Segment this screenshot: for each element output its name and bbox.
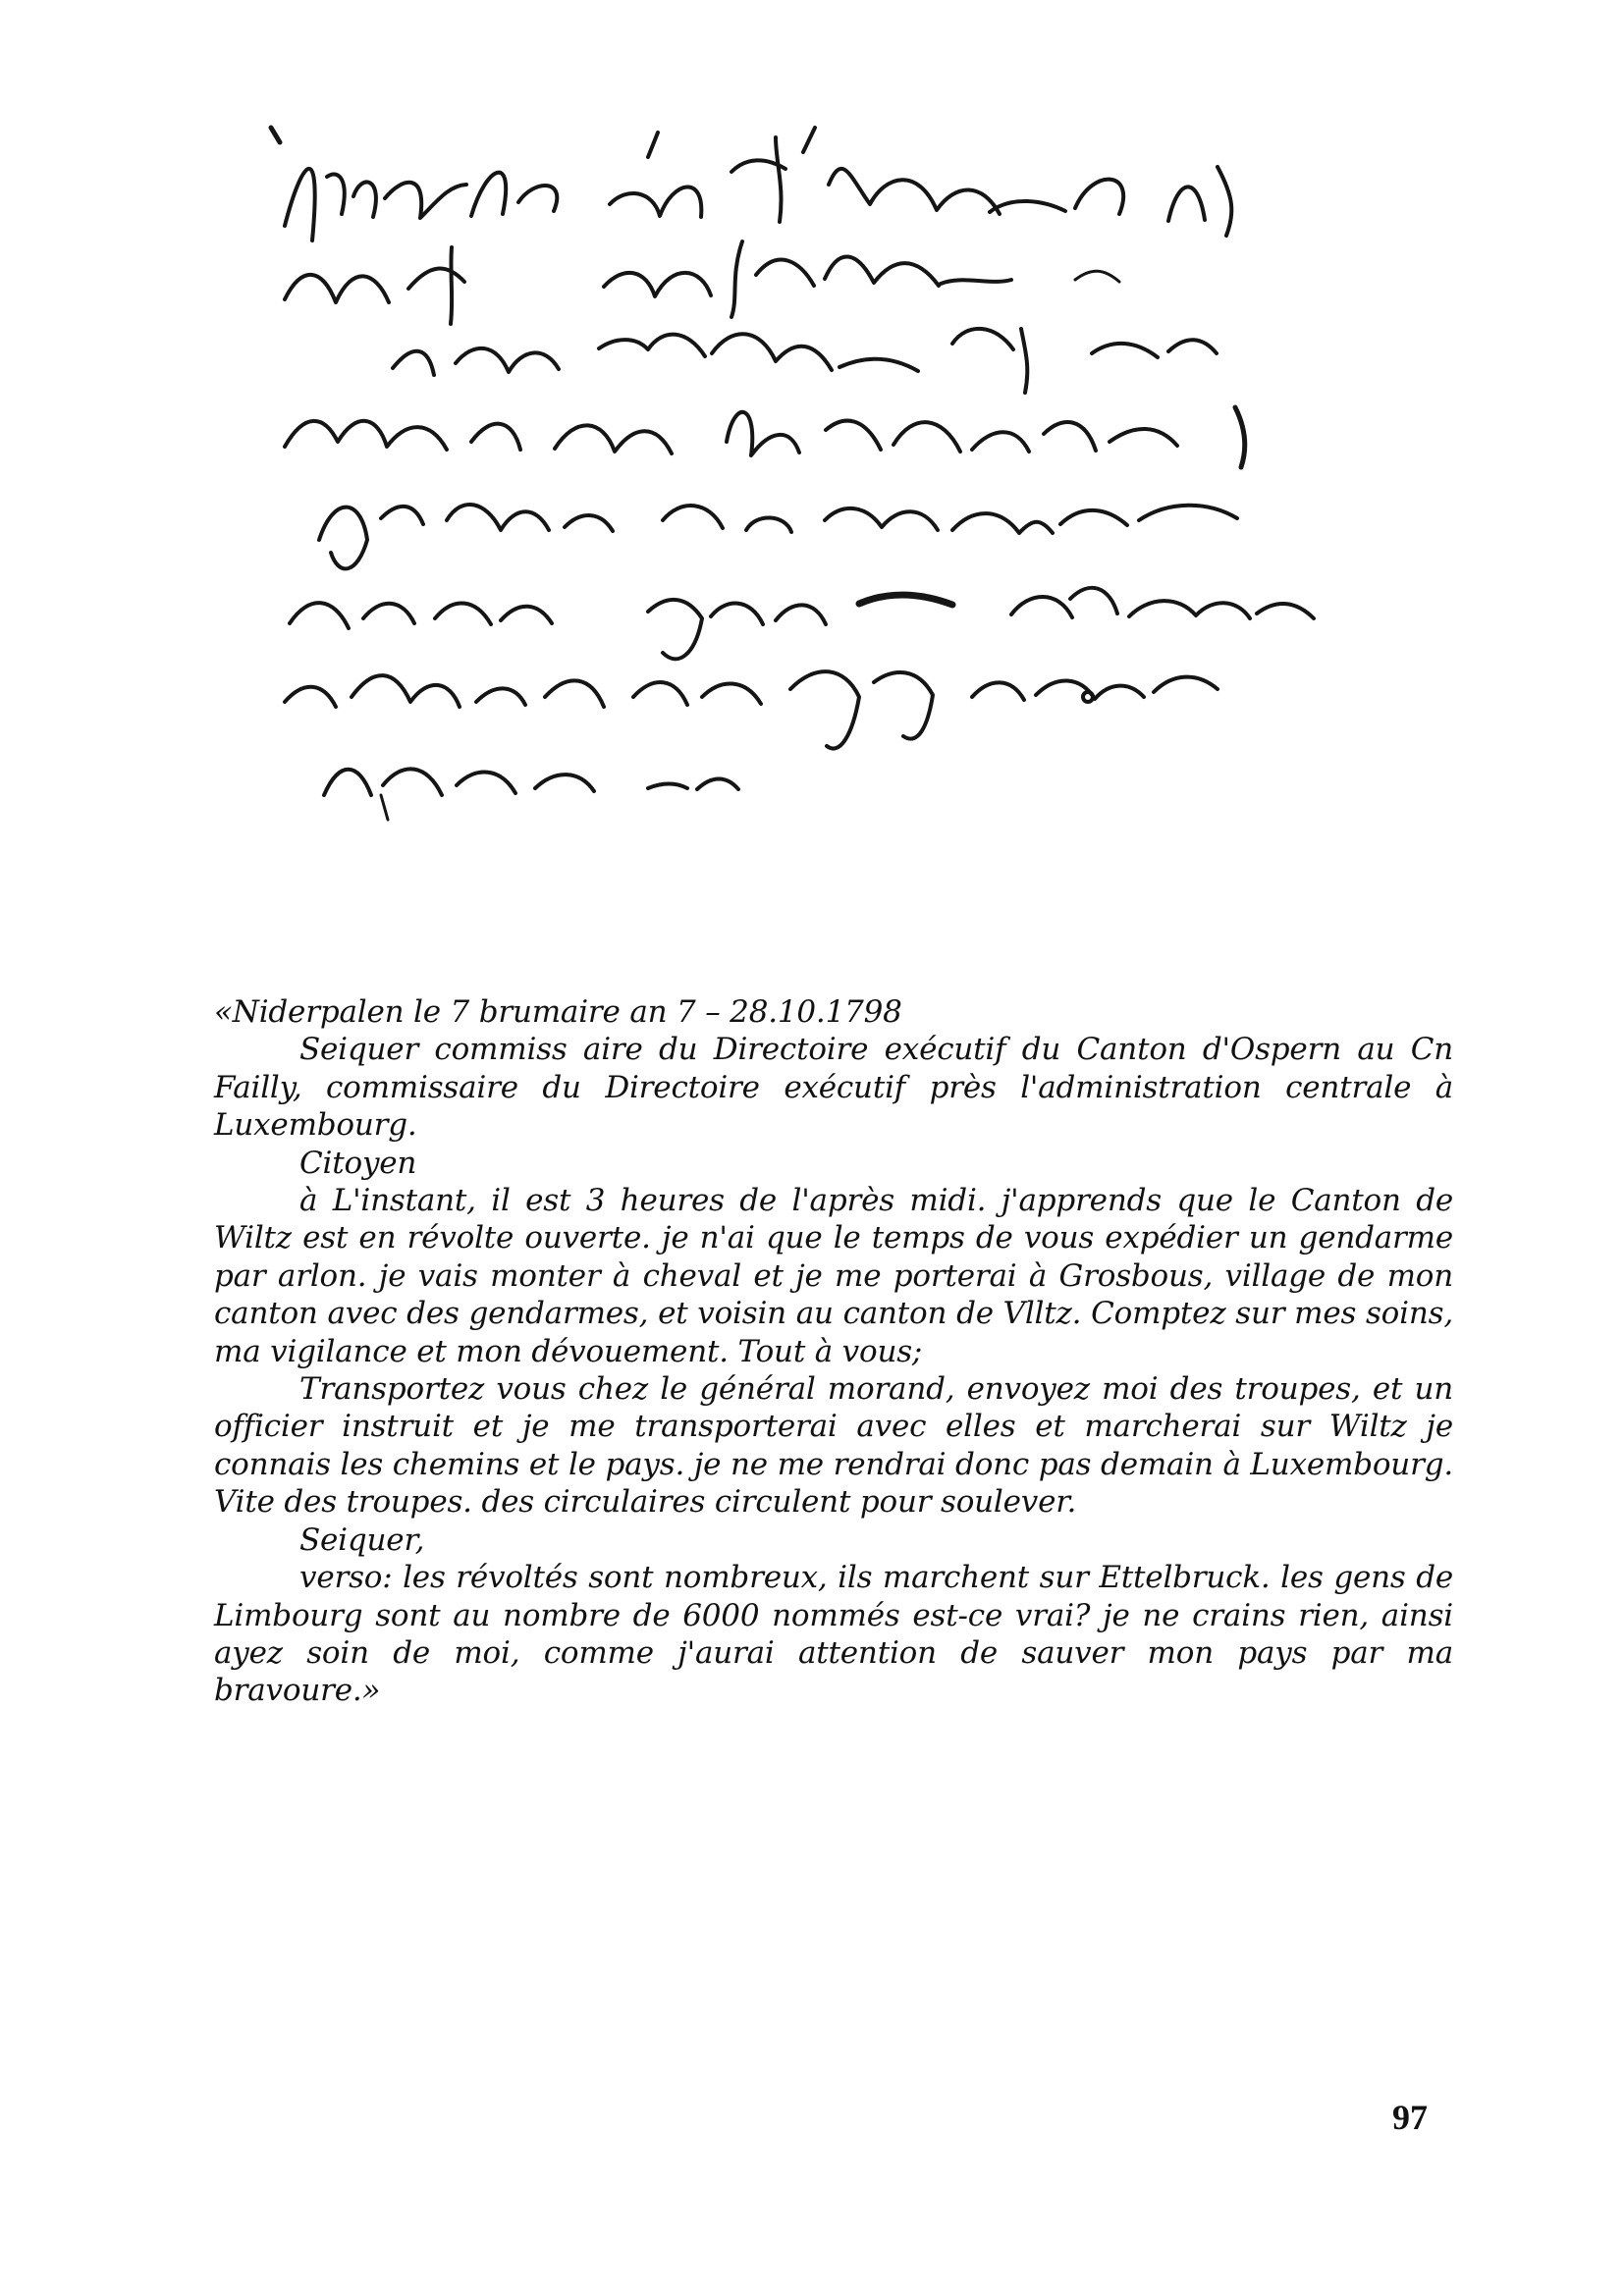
letter-paragraph-1: à L'instant, il est 3 heures de l'après midi. j'apprends que le Canton de Wiltz est en révolte ouverte. je n'ai que le temps de vous expédier un gendarme par arlon. je vais monter à cheval et je me porterai à Grosbous, village de mon canton avec des gendarmes, et voisin au canton de Vlltz. Comptez sur mes soins, ma vigilance et mon dévouement. Tout à vous; (214, 1183, 1453, 1369)
letter-paragraph-2: Transportez vous chez le général morand, envoyez moi des troupes, et un officier instruit et je me transporterai avec elles et marcherai sur Wiltz je connais les chemins et le pays. je ne me rendrai donc pas demain à Luxembourg. Vite des troupes. des circulaires circulent pour soulever. (214, 1371, 1453, 1521)
dateline: «Niderpalen le 7 brumaire an 7 – 28.10.1798 (214, 994, 902, 1030)
handwritten-letter-image (265, 118, 1404, 825)
page-number: 97 (1392, 2098, 1428, 2137)
verso-paragraph: verso: les révoltés sont nombreux, ils marchent sur Ettelbruck. les gens de Limbourg sont au nombre de 6000 nommés est-ce vrai? je ne crains rien, ainsi ayez soin de moi, comme j'aurai attention de sauver mon pays par ma bravoure.» (214, 1560, 1453, 1709)
address-paragraph: Seiquer commiss aire du Directoire exécutif du Canton d'Ospern au Cn Failly, commissaire du Directoire exécutif près l'administration centrale à Luxembourg. (214, 1032, 1453, 1144)
salutation: Citoyen (299, 1145, 417, 1181)
handwriting-drawing (265, 118, 1404, 825)
signature: Seiquer, (299, 1522, 425, 1558)
letter-transcription (214, 993, 1453, 1710)
